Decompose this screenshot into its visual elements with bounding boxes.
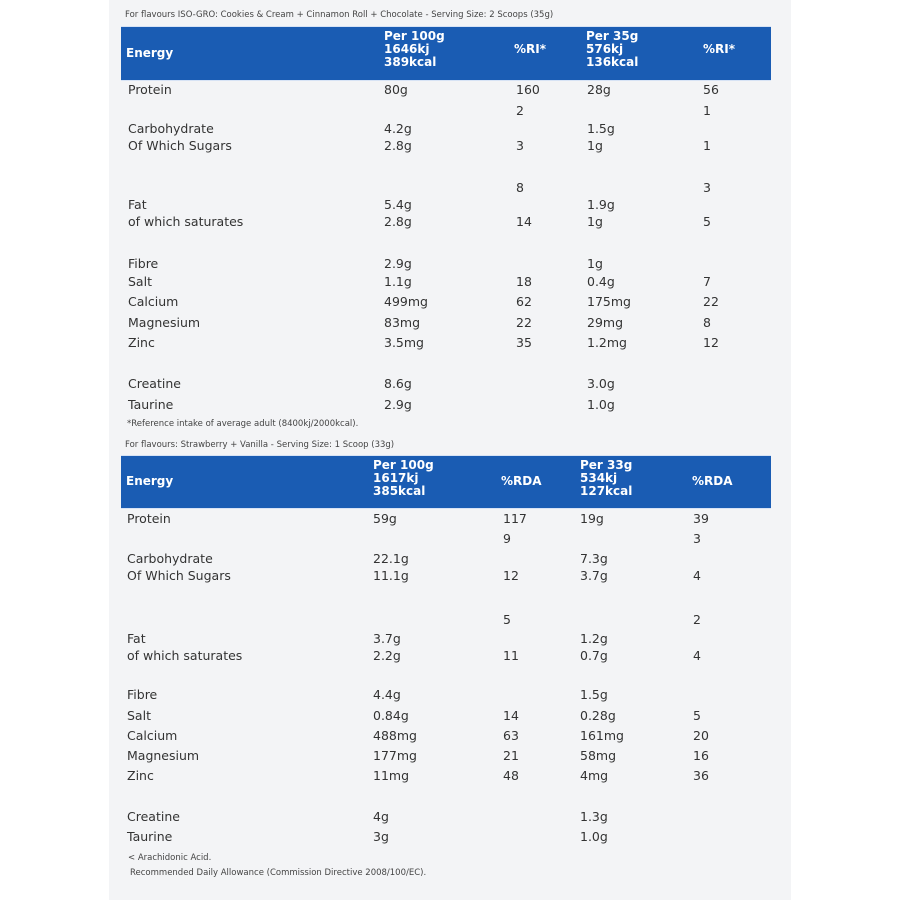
table1-ri-perserving-value: 5 — [703, 214, 711, 229]
table1-per100-value: 2.8g — [384, 214, 412, 229]
table1-nutrient-label: Calcium — [128, 294, 179, 309]
table2-per100-header: Per 100g 1617kj 385kcal — [373, 458, 434, 498]
table1-footnote: *Reference intake of average adult (8400kj/2000kcal). — [127, 419, 359, 429]
table2-energy-label: Energy — [126, 474, 174, 488]
table2-perserving-value: 58mg — [580, 748, 617, 763]
table2-ri2-header: %RDA — [692, 474, 733, 488]
table1-per100-value: 5.4g — [384, 197, 412, 212]
table2-perserving-value: 4mg — [580, 768, 609, 783]
table2-ri-per100-value: 5 — [503, 612, 511, 627]
table2-ri-per100-value: 11 — [503, 648, 519, 663]
table1-perserving-value: 29mg — [587, 315, 624, 330]
table1-ri-per100-value: 22 — [516, 315, 532, 330]
table1-per100-value: 83mg — [384, 315, 421, 330]
table2-per100-value: 11mg — [373, 768, 410, 783]
table1-perserving-header: Per 35g 576kj 136kcal — [586, 29, 639, 69]
table2-ri-perserving-value: 3 — [693, 531, 701, 546]
table2-perserving-value: 1.3g — [580, 809, 608, 824]
table1-nutrient-label: Carbohydrate — [128, 121, 214, 136]
table2-perserving-value: 1.2g — [580, 631, 608, 646]
table1-ri-perserving-value: 56 — [703, 82, 719, 97]
table2-perserving-value: 0.28g — [580, 708, 616, 723]
table1-ri-per100-value: 35 — [516, 335, 532, 350]
table1-per100-value: 4.2g — [384, 121, 412, 136]
table1-perserving-value: 0.4g — [587, 274, 615, 289]
table2-ri-per100-value: 9 — [503, 531, 511, 546]
table2-ri-perserving-value: 4 — [693, 568, 701, 583]
table1-per100-value: 2.9g — [384, 256, 412, 271]
table2-ri1-header: %RDA — [501, 474, 542, 488]
table1-nutrient-label: Of Which Sugars — [128, 138, 232, 153]
table2-header — [121, 455, 771, 509]
table2-perserving-value: 19g — [580, 511, 604, 526]
table2-per100-value: 4g — [373, 809, 389, 824]
table1-perserving-value: 1g — [587, 256, 603, 271]
table2-perserving-value: 161mg — [580, 728, 624, 743]
table1-caption: For flavours ISO-GRO: Cookies & Cream + Cinnamon Roll + Chocolate - Serving Size: 2 Scoops (35g) — [125, 10, 554, 20]
table1-nutrient-label: Zinc — [128, 335, 155, 350]
table2-ri-per100-value: 48 — [503, 768, 519, 783]
table2-perserving-value: 1.5g — [580, 687, 608, 702]
table1-nutrient-label: Taurine — [128, 397, 174, 412]
table1-perserving-value: 1g — [587, 138, 603, 153]
table2-perserving-value: 1.0g — [580, 829, 608, 844]
table2-per100-value: 59g — [373, 511, 397, 526]
table1-nutrient-label: Salt — [128, 274, 152, 289]
table1-nutrient-label: Fat — [128, 197, 147, 212]
table2-nutrient-label: Fibre — [127, 687, 158, 702]
table2-caption: For flavours: Strawberry + Vanilla - Serving Size: 1 Scoop (33g) — [125, 440, 395, 450]
table1-perserving-value: 1.2mg — [587, 335, 627, 350]
table2-nutrient-label: Of Which Sugars — [127, 568, 231, 583]
table1-ri-perserving-value: 1 — [703, 103, 711, 118]
table2-nutrient-label: Zinc — [127, 768, 154, 783]
table2-ri-perserving-value: 20 — [693, 728, 709, 743]
table1-ri-per100-value: 160 — [516, 82, 540, 97]
table2-per100-value: 3g — [373, 829, 389, 844]
table1-ri-perserving-value: 22 — [703, 294, 719, 309]
table2-nutrient-label: of which saturates — [127, 648, 243, 663]
table1-ri-per100-value: 18 — [516, 274, 532, 289]
table2-per100-value: 4.4g — [373, 687, 401, 702]
table1-energy-label: Energy — [126, 46, 174, 60]
table2-nutrient-label: Salt — [127, 708, 151, 723]
table1-ri-per100-value: 14 — [516, 214, 532, 229]
table2-per100-value: 0.84g — [373, 708, 409, 723]
table2-ri-perserving-value: 39 — [693, 511, 709, 526]
table1-perserving-value: 1.9g — [587, 197, 615, 212]
table1-ri-perserving-value: 12 — [703, 335, 719, 350]
table2-perserving-value: 0.7g — [580, 648, 608, 663]
table1-perserving-value: 1.0g — [587, 397, 615, 412]
table2-footnote-1: < Arachidonic Acid. — [128, 853, 212, 863]
table2-perserving-value: 3.7g — [580, 568, 608, 583]
table2-nutrient-label: Calcium — [127, 728, 178, 743]
table2-per100-value: 488mg — [373, 728, 417, 743]
table1-perserving-value: 3.0g — [587, 376, 615, 391]
table1-nutrient-label: Protein — [128, 82, 172, 97]
table2-ri-perserving-value: 2 — [693, 612, 701, 627]
table1-ri-per100-value: 62 — [516, 294, 532, 309]
table2-per100-value: 2.2g — [373, 648, 401, 663]
table2-nutrient-label: Creatine — [127, 809, 180, 824]
table1-ri-perserving-value: 3 — [703, 180, 711, 195]
table1-ri-perserving-value: 7 — [703, 274, 711, 289]
table2-per100-value: 22.1g — [373, 551, 409, 566]
table2-perserving-header: Per 33g 534kj 127kcal — [580, 458, 633, 498]
table2-ri-perserving-value: 16 — [693, 748, 709, 763]
table1-per100-header: Per 100g 1646kj 389kcal — [384, 29, 445, 69]
table2-ri-perserving-value: 4 — [693, 648, 701, 663]
table2-nutrient-label: Taurine — [127, 829, 173, 844]
table1-per100-value: 499mg — [384, 294, 428, 309]
table2-nutrient-label: Protein — [127, 511, 171, 526]
table1-perserving-value: 1g — [587, 214, 603, 229]
table2-ri-per100-value: 14 — [503, 708, 519, 723]
table1-ri-perserving-value: 1 — [703, 138, 711, 153]
table1-header — [121, 26, 771, 81]
table2-per100-value: 3.7g — [373, 631, 401, 646]
table1-ri1-header: %RI* — [514, 42, 547, 56]
table2-nutrient-label: Fat — [127, 631, 146, 646]
table1-ri2-header: %RI* — [703, 42, 736, 56]
table1-perserving-value: 1.5g — [587, 121, 615, 136]
table2-ri-per100-value: 21 — [503, 748, 519, 763]
table2-perserving-value: 7.3g — [580, 551, 608, 566]
table1-perserving-value: 175mg — [587, 294, 631, 309]
table2-ri-perserving-value: 5 — [693, 708, 701, 723]
table2-ri-per100-value: 12 — [503, 568, 519, 583]
table1-ri-per100-value: 8 — [516, 180, 524, 195]
table1-nutrient-label: Fibre — [128, 256, 159, 271]
table2-ri-per100-value: 117 — [503, 511, 527, 526]
table1-nutrient-label: Magnesium — [128, 315, 201, 330]
table2-ri-perserving-value: 36 — [693, 768, 709, 783]
table1-per100-value: 1.1g — [384, 274, 412, 289]
table2-nutrient-label: Carbohydrate — [127, 551, 213, 566]
table2-footnote-2: Recommended Daily Allowance (Commission Directive 2008/100/EC). — [130, 868, 427, 878]
table1-per100-value: 8.6g — [384, 376, 412, 391]
table1-per100-value: 3.5mg — [384, 335, 424, 350]
table2-nutrient-label: Magnesium — [127, 748, 200, 763]
table1-ri-per100-value: 3 — [516, 138, 524, 153]
table1-perserving-value: 28g — [587, 82, 611, 97]
table2-per100-value: 11.1g — [373, 568, 409, 583]
table1-per100-value: 80g — [384, 82, 408, 97]
table1-per100-value: 2.8g — [384, 138, 412, 153]
table1-ri-perserving-value: 8 — [703, 315, 711, 330]
table1-nutrient-label: Creatine — [128, 376, 181, 391]
table1-ri-per100-value: 2 — [516, 103, 524, 118]
table1-per100-value: 2.9g — [384, 397, 412, 412]
table1-nutrient-label: of which saturates — [128, 214, 244, 229]
table2-ri-per100-value: 63 — [503, 728, 519, 743]
table2-per100-value: 177mg — [373, 748, 417, 763]
